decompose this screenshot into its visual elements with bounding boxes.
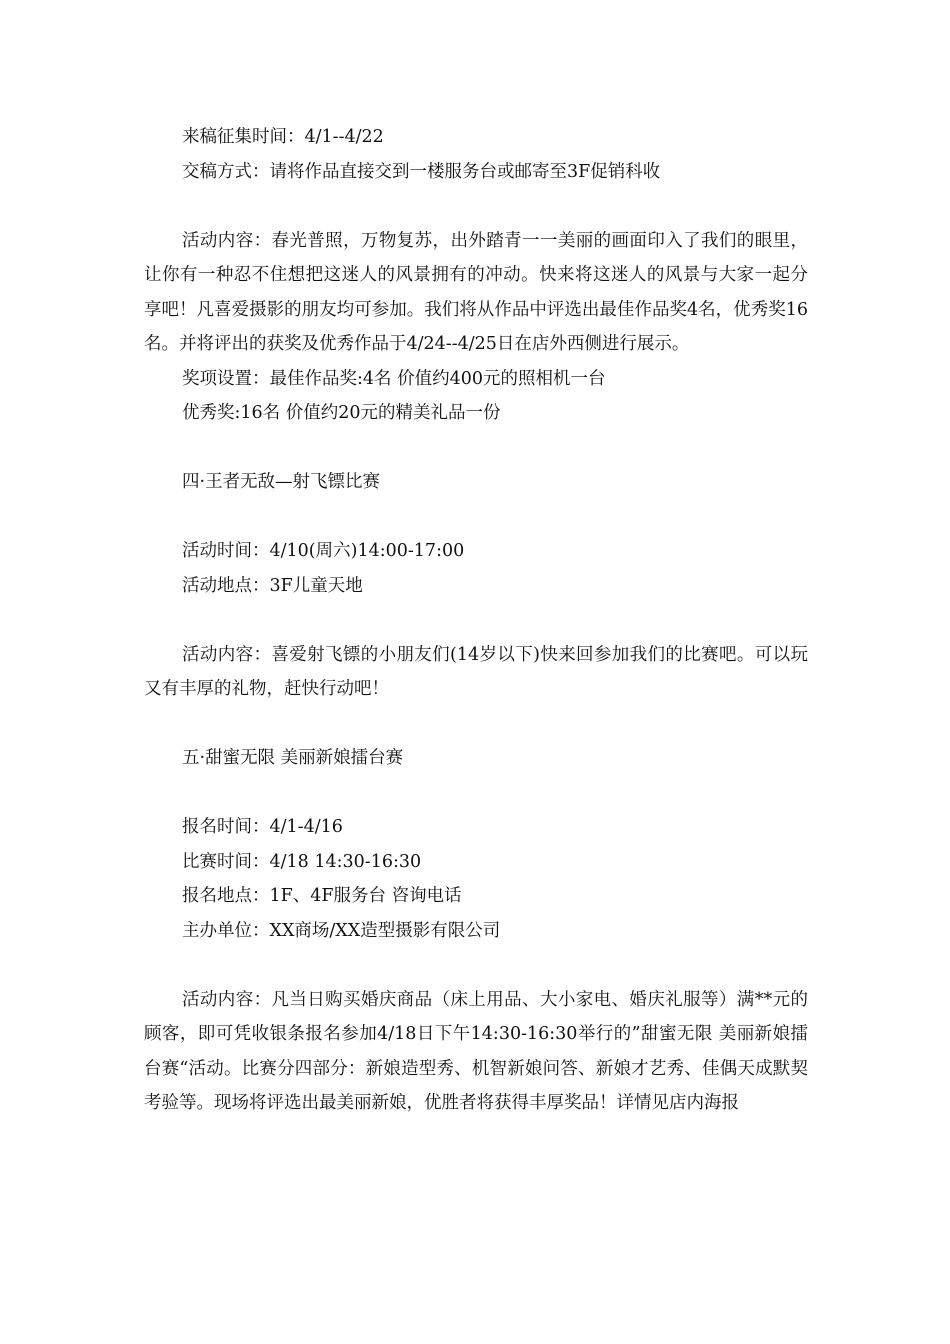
spacer (144, 603, 808, 638)
prize-excellent: 优秀奖:16名 价值约20元的精美礼品一份 (182, 403, 501, 423)
photo-activity-content: 活动内容：春光普照，万物复苏，出外踏青一一美丽的画面印入了我们的眼里，让你有一种忍不住想把这迷人的风景拥有的冲动。快来将这迷人的风景与大家一起分享吧！凡喜爱摄影的朋友均可参加。我们将从作品中评选出最佳作品奖4名，优秀奖16名。并将评出的获奖及优秀作品于4/24--4/25日在店外西侧进行展示。 (144, 230, 808, 354)
section-5-title: 五·甜蜜无限 美丽新娘擂台赛 (182, 748, 404, 768)
spacer (144, 707, 808, 742)
prize-best: 奖项设置：最佳作品奖:4名 价值约400元的照相机一台 (182, 368, 606, 389)
section-5-match-time: 比赛时间：4/18 14:30-16:30 (182, 851, 422, 872)
submission-period: 来稿征集时间：4/1--4/22 (182, 127, 384, 147)
submission-method: 交稿方式：请将作品直接交到一楼服务台或邮寄至3F促销科收 (182, 161, 661, 182)
section-4-title: 四·王者无敌—射飞镖比赛 (182, 472, 381, 492)
spacer (144, 948, 808, 983)
section-5-signup-place: 报名地点：1F、4F服务台 咨询电话 (182, 886, 462, 906)
spacer (144, 776, 808, 811)
spacer (144, 189, 808, 224)
spacer (144, 500, 808, 535)
spacer (144, 431, 808, 466)
section-4-place: 活动地点：3F儿童天地 (182, 575, 363, 596)
document-page (144, 120, 808, 1121)
section-5-signup-time: 报名时间：4/1-4/16 (182, 817, 343, 837)
section-4-time: 活动时间：4/10(周六)14:00-17:00 (182, 541, 465, 561)
section-5-content: 活动内容：凡当日购买婚庆商品（床上用品、大小家电、婚庆礼服等）满**元的顾客，即可凭收银条报名参加4/18日下午14:30-16:30举行的”甜蜜无限 美丽新娘擂台赛“活动。比赛分四部分：新娘造型秀、机智新娘问答、新娘才艺秀、佳偶天成默契考验等。现场将评选出最美丽新娘，优胜者将获得丰厚奖品！详情见店内海报 (144, 989, 808, 1113)
section-4-content: 活动内容：喜爱射飞镖的小朋友们(14岁以下)快来回参加我们的比赛吧。可以玩又有丰厚的礼物，赶快行动吧！ (144, 644, 808, 699)
section-5-organizer: 主办单位：XX商场/XX造型摄影有限公司 (182, 920, 501, 941)
